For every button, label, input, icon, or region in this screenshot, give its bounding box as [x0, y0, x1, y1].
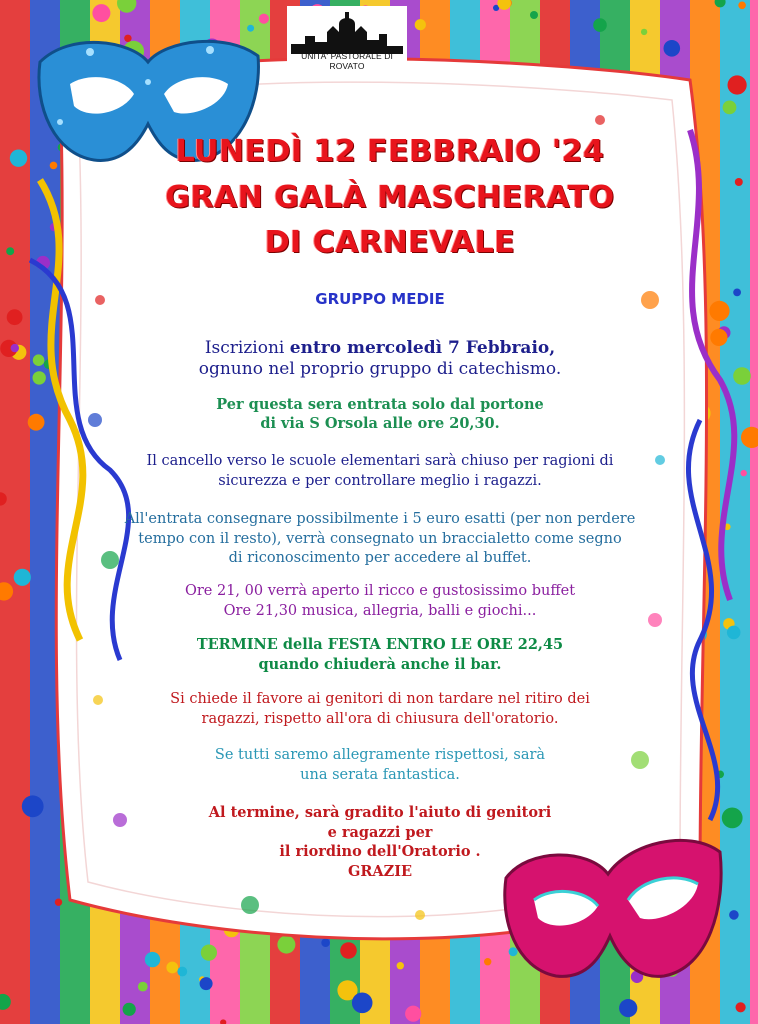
fee-line: di riconoscimento per accedere al buffet. — [228, 550, 532, 566]
registration-deadline: entro mercoledì 7 Febbraio, — [289, 338, 556, 358]
fee-line: tempo con il resto), verrà consegnato un braccialetto come segno — [138, 530, 622, 547]
registration-line2: ognuno nel proprio gruppo di catechismo. — [198, 359, 562, 379]
pickup-request-paragraph — [110, 690, 650, 729]
event-date-title: LUNEDÌ 12 FEBBRAIO '24 — [175, 134, 605, 169]
respect-line: una serata fantastica. — [300, 766, 460, 783]
group-subtitle: GRUPPO MEDIE — [315, 290, 445, 308]
event-name-title: GRAN GALÀ MASCHERATO — [165, 180, 615, 215]
help-line: il riordino dell'Oratorio . — [279, 843, 481, 860]
help-line: e ragazzi per — [327, 823, 433, 841]
parish-logo — [287, 6, 407, 74]
respect-line: Se tutti saremo allegramente rispettosi, sarà — [214, 747, 546, 763]
help-request-paragraph — [110, 803, 650, 881]
registration-paragraph — [110, 338, 650, 380]
end-time-line: quando chiuderà anche il bar. — [258, 655, 502, 673]
help-line: Al termine, sarà gradito l'aiuto di genitori — [208, 804, 552, 821]
parish-name: UNITA' PASTORALE DI ROVATO — [301, 51, 393, 71]
entrance-line: Per questa sera entrata solo dal portone — [216, 396, 544, 413]
entrance-paragraph — [110, 395, 650, 433]
gate-paragraph — [110, 451, 650, 491]
pickup-line: ragazzi, rispetto all'ora di chiusura dell'oratorio. — [201, 710, 559, 727]
fee-line: All'entrata consegnare possibilmente i 5 euro esatti (per non perdere — [124, 511, 636, 527]
program-line: Ore 21, 00 verrà aperto il ricco e gustosissimo buffet — [184, 583, 576, 599]
program-paragraph — [110, 582, 650, 621]
program-line: Ore 21,30 musica, allegria, balli e giochi... — [223, 602, 537, 619]
event-name-subline: DI CARNEVALE — [264, 225, 516, 260]
respect-paragraph — [110, 746, 650, 785]
entrance-line: di via S Orsola alle ore 20,30. — [260, 415, 500, 432]
registration-prefix: Iscrizioni — [204, 338, 290, 358]
pickup-line: Si chiede il favore ai genitori di non tardare nel ritiro dei — [170, 691, 590, 707]
gate-line: sicurezza e per controllare meglio i ragazzi. — [218, 473, 542, 489]
fee-paragraph — [110, 510, 650, 569]
gate-line: Il cancello verso le scuole elementari sarà chiuso per ragioni di — [146, 453, 614, 469]
end-time-paragraph — [110, 635, 650, 674]
end-time-line: TERMINE della FESTA ENTRO LE ORE 22,45 — [196, 636, 564, 653]
thanks-line: GRAZIE — [347, 862, 413, 880]
